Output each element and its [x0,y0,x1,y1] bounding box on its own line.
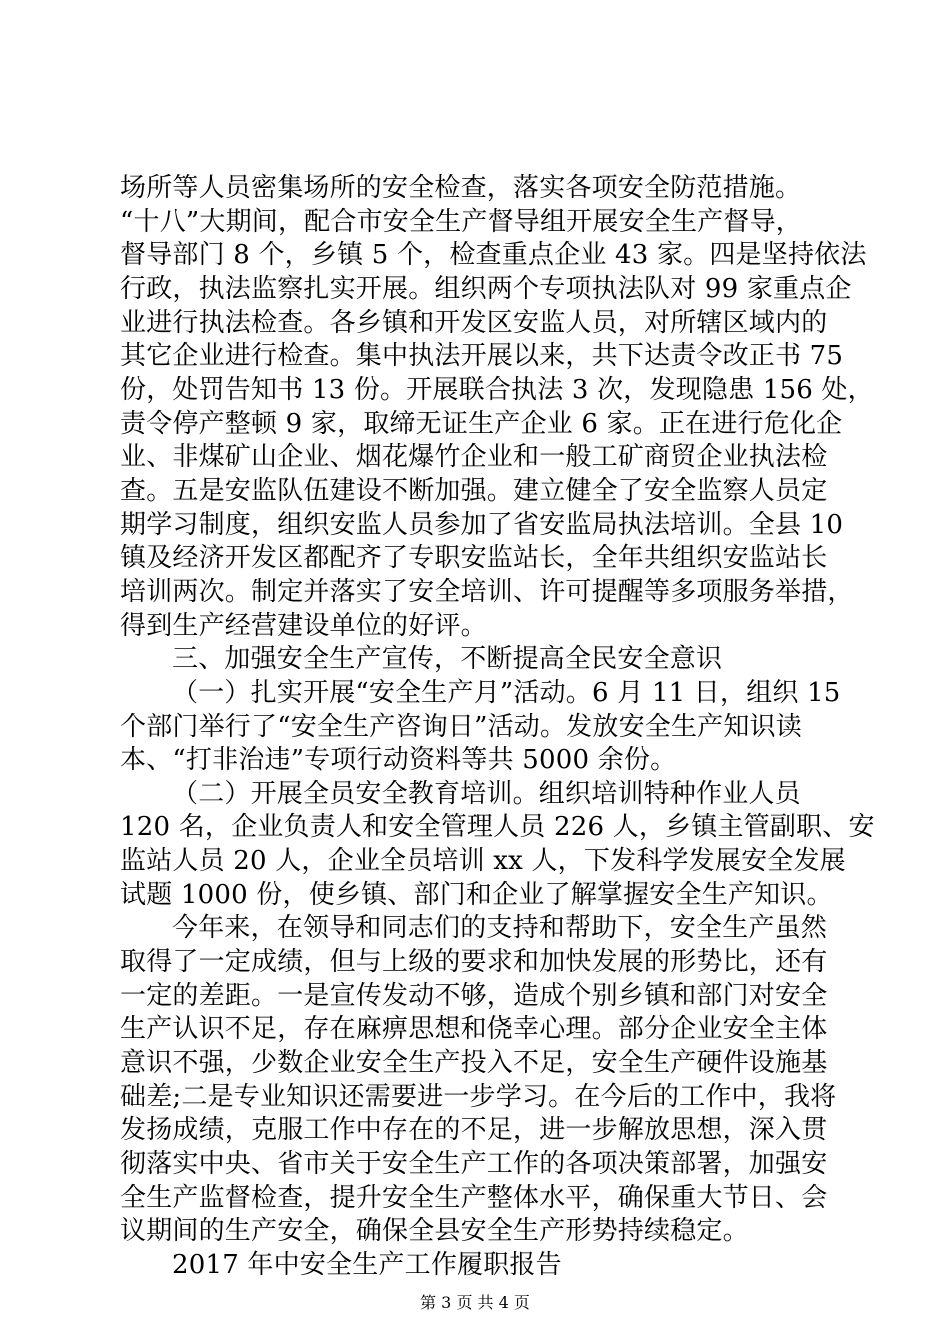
text-line: 础差;二是专业知识还需要进一步学习。在今后的工作中，我将 [120,1082,837,1112]
document-title-line: 2017 年中安全生产工作履职报告 [172,1250,562,1280]
text-line: 得到生产经营建设单位的好评。 [120,611,487,641]
text-line: 业进行执法检查。各乡镇和开发区安监人员，对所辖区域内的 [120,308,828,338]
text-line: 一定的差距。一是宣传发动不够，造成个别乡镇和部门对安全 [120,981,828,1011]
text-line: “十八”大期间，配合市安全生产督导组开展安全生产督导， [120,207,802,237]
section-heading: 三、加强安全生产宣传，不断提高全民安全意识 [172,644,723,674]
text-line: 查。五是安监队伍建设不断加强。建立健全了安全监察人员定 [120,476,828,506]
text-line: 议期间的生产安全，确保全县安全生产形势持续稳定。 [120,1216,749,1246]
text-line: 监站人员 20 人，企业全员培训 xx 人，下发科学发展安全发展 [120,846,846,876]
text-line: 行政，执法监察扎实开展。组织两个专项执法队对 99 家重点企 [120,274,852,304]
text-line: 意识不强，少数企业安全生产投入不足，安全生产硬件设施基 [120,1048,828,1078]
text-line: 本、“打非治违”专项行动资料等共 5000 余份。 [120,745,677,775]
text-line: 120 名，企业负责人和安全管理人员 226 人，乡镇主管副职、安 [120,812,875,842]
text-line: 镇及经济开发区都配齐了专职安监站长，全年共组织安监站长 [120,543,828,573]
text-line: 发扬成绩，克服工作中存在的不足，进一步解放思想，深入贯 [120,1115,828,1145]
text-line: 取得了一定成绩，但与上级的要求和加快发展的形势比，还有 [120,947,828,977]
text-line: 责令停产整顿 9 家，取缔无证生产企业 6 家。正在进行危化企 [120,409,843,439]
text-line: 培训两次。制定并落实了安全培训、许可提醒等多项服务举措， [120,577,854,607]
text-line: （二）开展全员安全教育培训。组织培训特种作业人员 [172,779,801,809]
text-line: 督导部门 8 个，乡镇 5 个，检查重点企业 43 家。四是坚持依法 [120,240,867,270]
text-line: 业、非煤矿山企业、烟花爆竹企业和一般工矿商贸企业执法检 [120,442,828,472]
text-line: 期学习制度，组织安监人员参加了省安监局执法培训。全县 10 [120,510,844,540]
text-line: 试题 1000 份，使乡镇、部门和企业了解掌握安全生产知识。 [120,880,833,910]
text-line: 场所等人员密集场所的安全检查，落实各项安全防范措施。 [120,173,802,203]
text-line: （一）扎实开展“安全生产月”活动。6 月 11 日，组织 15 [172,678,841,708]
text-line: 全生产监督检查，提升安全生产整体水平，确保重大节日、会 [120,1183,828,1213]
page-number-footer: 第 3 页 共 4 页 [420,1293,530,1312]
text-line: 今年来，在领导和同志们的支持和帮助下，安全生产虽然 [172,913,828,943]
text-line: 其它企业进行检查。集中执法开展以来，共下达责令改正书 75 [120,341,844,371]
text-line: 个部门举行了“安全生产咨询日”活动。发放安全生产知识读 [120,712,802,742]
text-line: 生产认识不足，存在麻痹思想和侥幸心理。部分企业安全主体 [120,1014,828,1044]
text-line: 彻落实中央、省市关于安全生产工作的各项决策部署，加强安 [120,1149,828,1179]
text-line: 份，处罚告知书 13 份。开展联合执法 3 次，发现隐患 156 处， [120,375,874,405]
